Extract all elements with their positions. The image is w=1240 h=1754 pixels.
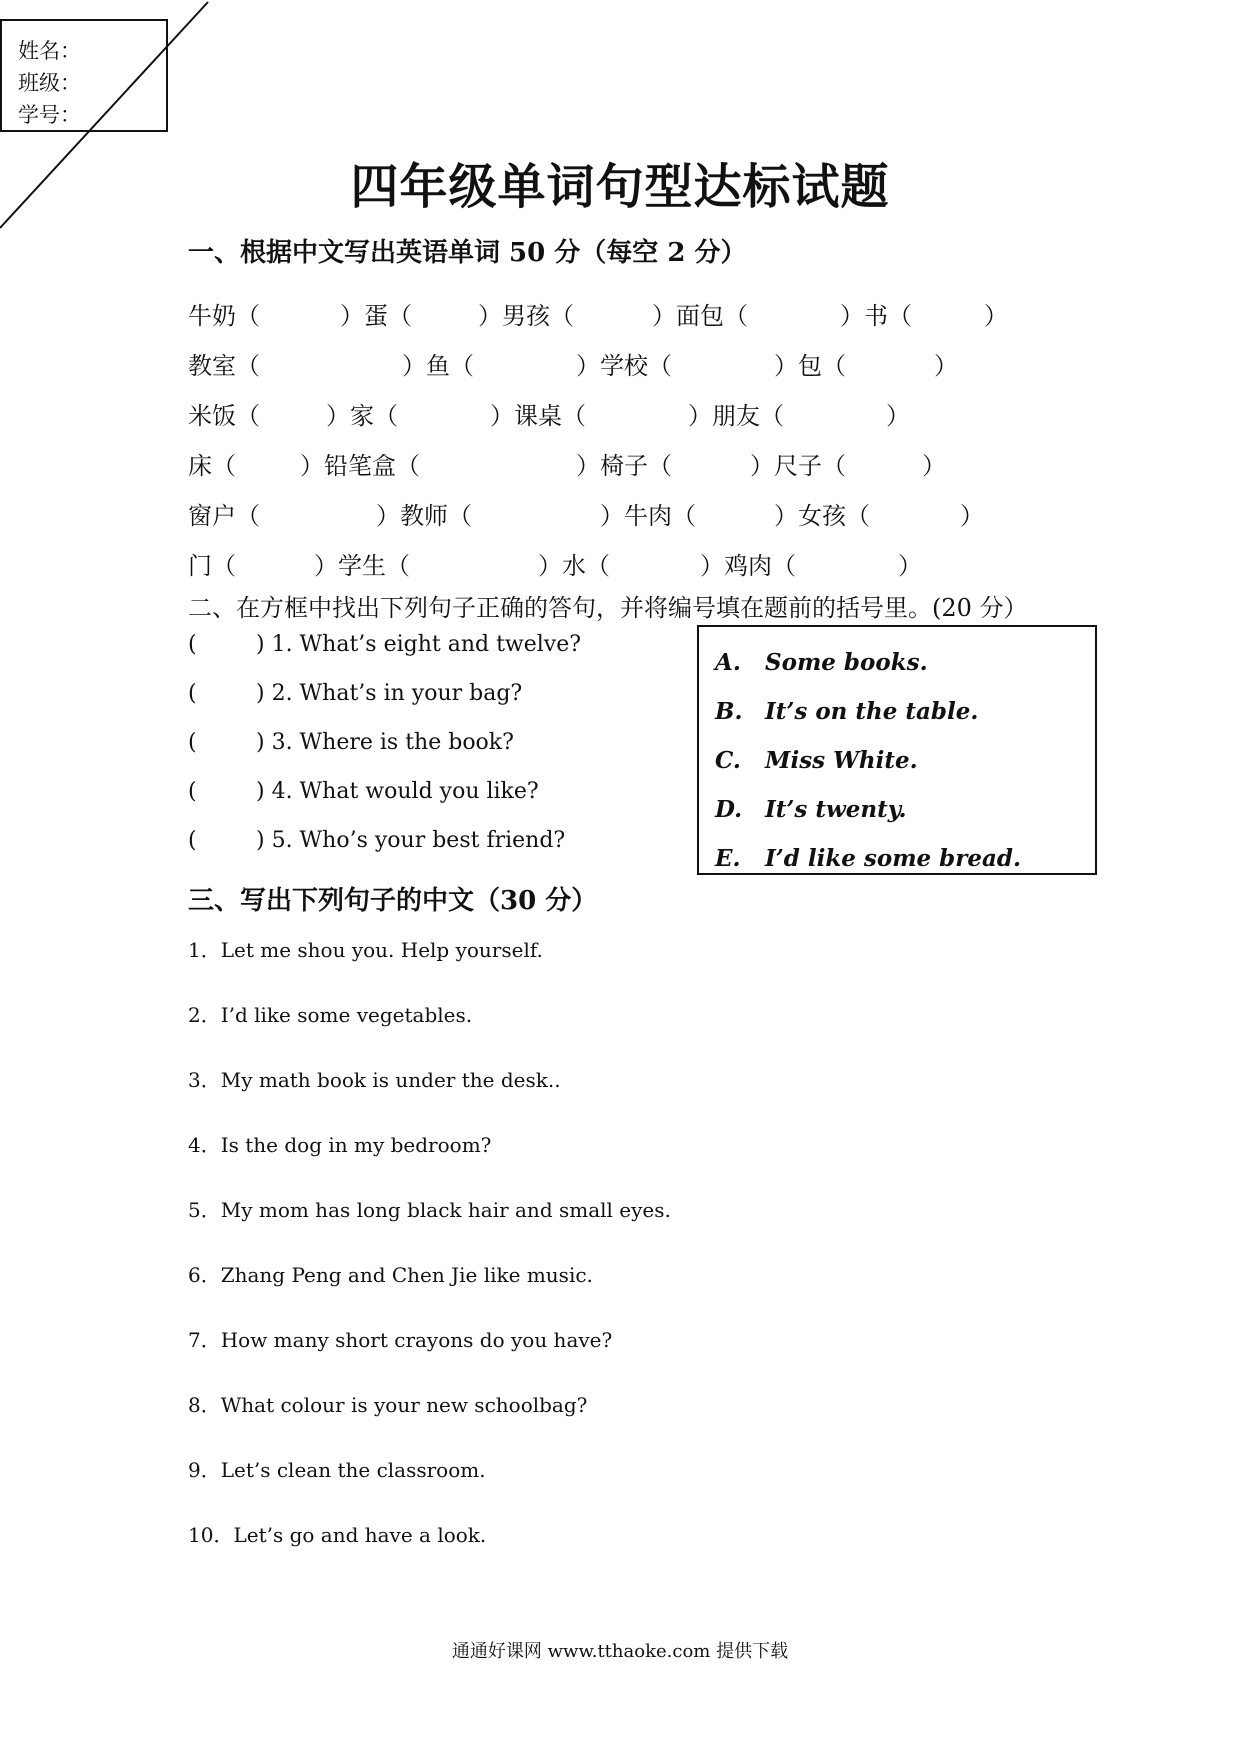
vocab-item: ）鱼（ (402, 352, 474, 380)
translation-sentence: 10．Let’s go and have a look. (188, 1523, 487, 1547)
vocab-item: ）男孩（ (478, 302, 574, 330)
page-title: 四年级单词句型达标试题 (350, 159, 890, 215)
translation-sentence: 9．Let’s clean the classroom. (188, 1458, 486, 1482)
translation-sentence: 6．Zhang Peng and Chen Jie like music. (188, 1263, 593, 1287)
question-text: ) 4. What would you like? (256, 779, 539, 804)
vocab-item: ）铅笔盒（ (300, 452, 420, 480)
section2-heading: 二、在方框中找出下列句子正确的答句，并将编号填在题前的括号里。(20 分） (188, 594, 1028, 622)
vocab-item: ）朋友（ (688, 402, 784, 430)
section1-heading: 一、根据中文写出英语单词 50 分（每空 2 分） (188, 238, 747, 268)
vocab-item: ） (886, 402, 910, 430)
vocab-item: 门（ (188, 552, 236, 580)
answer-option: A. Some books. (715, 649, 928, 676)
class-label: 班级： (18, 71, 81, 95)
answer-option: E. I’d like some bread. (715, 845, 1021, 872)
question-row (188, 828, 565, 853)
vocab-item: ） (922, 452, 946, 480)
vocab-item: ）书（ (840, 302, 912, 330)
answer-blank-open-paren[interactable]: ( (188, 730, 197, 755)
name-label: 姓名： (18, 39, 81, 63)
vocab-item: ）水（ (538, 552, 610, 580)
answer-blank-open-paren[interactable]: ( (188, 828, 197, 853)
translation-sentence: 2．I’d like some vegetables. (188, 1003, 473, 1027)
answer-blank-open-paren[interactable]: ( (188, 681, 197, 706)
translation-sentence: 1．Let me shou you. Help yourself. (188, 938, 543, 962)
vocab-item: ）椅子（ (576, 452, 672, 480)
translation-sentence: 8．What colour is your new schoolbag? (188, 1393, 588, 1417)
vocab-item: ）学生（ (314, 552, 410, 580)
vocab-item: ）尺子（ (750, 452, 846, 480)
vocab-item: ） (934, 352, 958, 380)
question-row (188, 632, 581, 657)
translation-sentence: 4．Is the dog in my bedroom? (188, 1133, 492, 1157)
vocab-item: ）面包（ (652, 302, 748, 330)
translation-sentence: 3．My math book is under the desk.. (188, 1068, 561, 1092)
answer-option: C. Miss White. (715, 747, 918, 774)
vocab-item: ） (898, 552, 922, 580)
vocab-item: ）女孩（ (774, 502, 870, 530)
page-footer: 通通好课网 www.tthaoke.com 提供下载 (451, 1641, 789, 1662)
vocab-item: ）教师（ (376, 502, 472, 530)
question-text: ) 3. Where is the book? (256, 730, 514, 755)
vocab-item: ）鸡肉（ (700, 552, 796, 580)
question-text: ) 2. What’s in your bag? (256, 681, 523, 706)
answer-options-box (697, 625, 1097, 875)
vocab-item: ）包（ (774, 352, 846, 380)
answer-blank-open-paren[interactable]: ( (188, 779, 197, 804)
student-id-label: 学号： (18, 103, 81, 127)
vocab-item: ）蛋（ (340, 302, 412, 330)
vocab-item: 窗户（ (188, 502, 260, 530)
question-row (188, 730, 514, 755)
vocab-item: ） (984, 302, 1008, 330)
vocab-item: ）学校（ (576, 352, 672, 380)
question-text: ) 1. What’s eight and twelve? (256, 632, 582, 657)
question-row (188, 681, 522, 706)
answer-option: D. It’s twenty. (715, 796, 907, 823)
answer-option: B. It’s on the table. (715, 698, 979, 725)
vocab-item: 牛奶（ (188, 302, 260, 330)
vocab-item: 床（ (188, 452, 236, 480)
section3-heading: 三、写出下列句子的中文（30 分） (188, 886, 598, 916)
vocab-item: ） (960, 502, 984, 530)
question-text: ) 5. Who’s your best friend? (256, 828, 566, 853)
translation-sentence: 7．How many short crayons do you have? (188, 1328, 613, 1352)
translation-sentence: 5．My mom has long black hair and small eyes. (188, 1198, 671, 1222)
vocab-item: 教室（ (188, 352, 260, 380)
question-row (188, 779, 539, 804)
vocab-item: 米饭（ (188, 402, 260, 430)
vocab-item: ）牛肉（ (600, 502, 696, 530)
vocab-item: ）家（ (326, 402, 398, 430)
vocab-item: ）课桌（ (490, 402, 586, 430)
answer-blank-open-paren[interactable]: ( (188, 632, 197, 657)
